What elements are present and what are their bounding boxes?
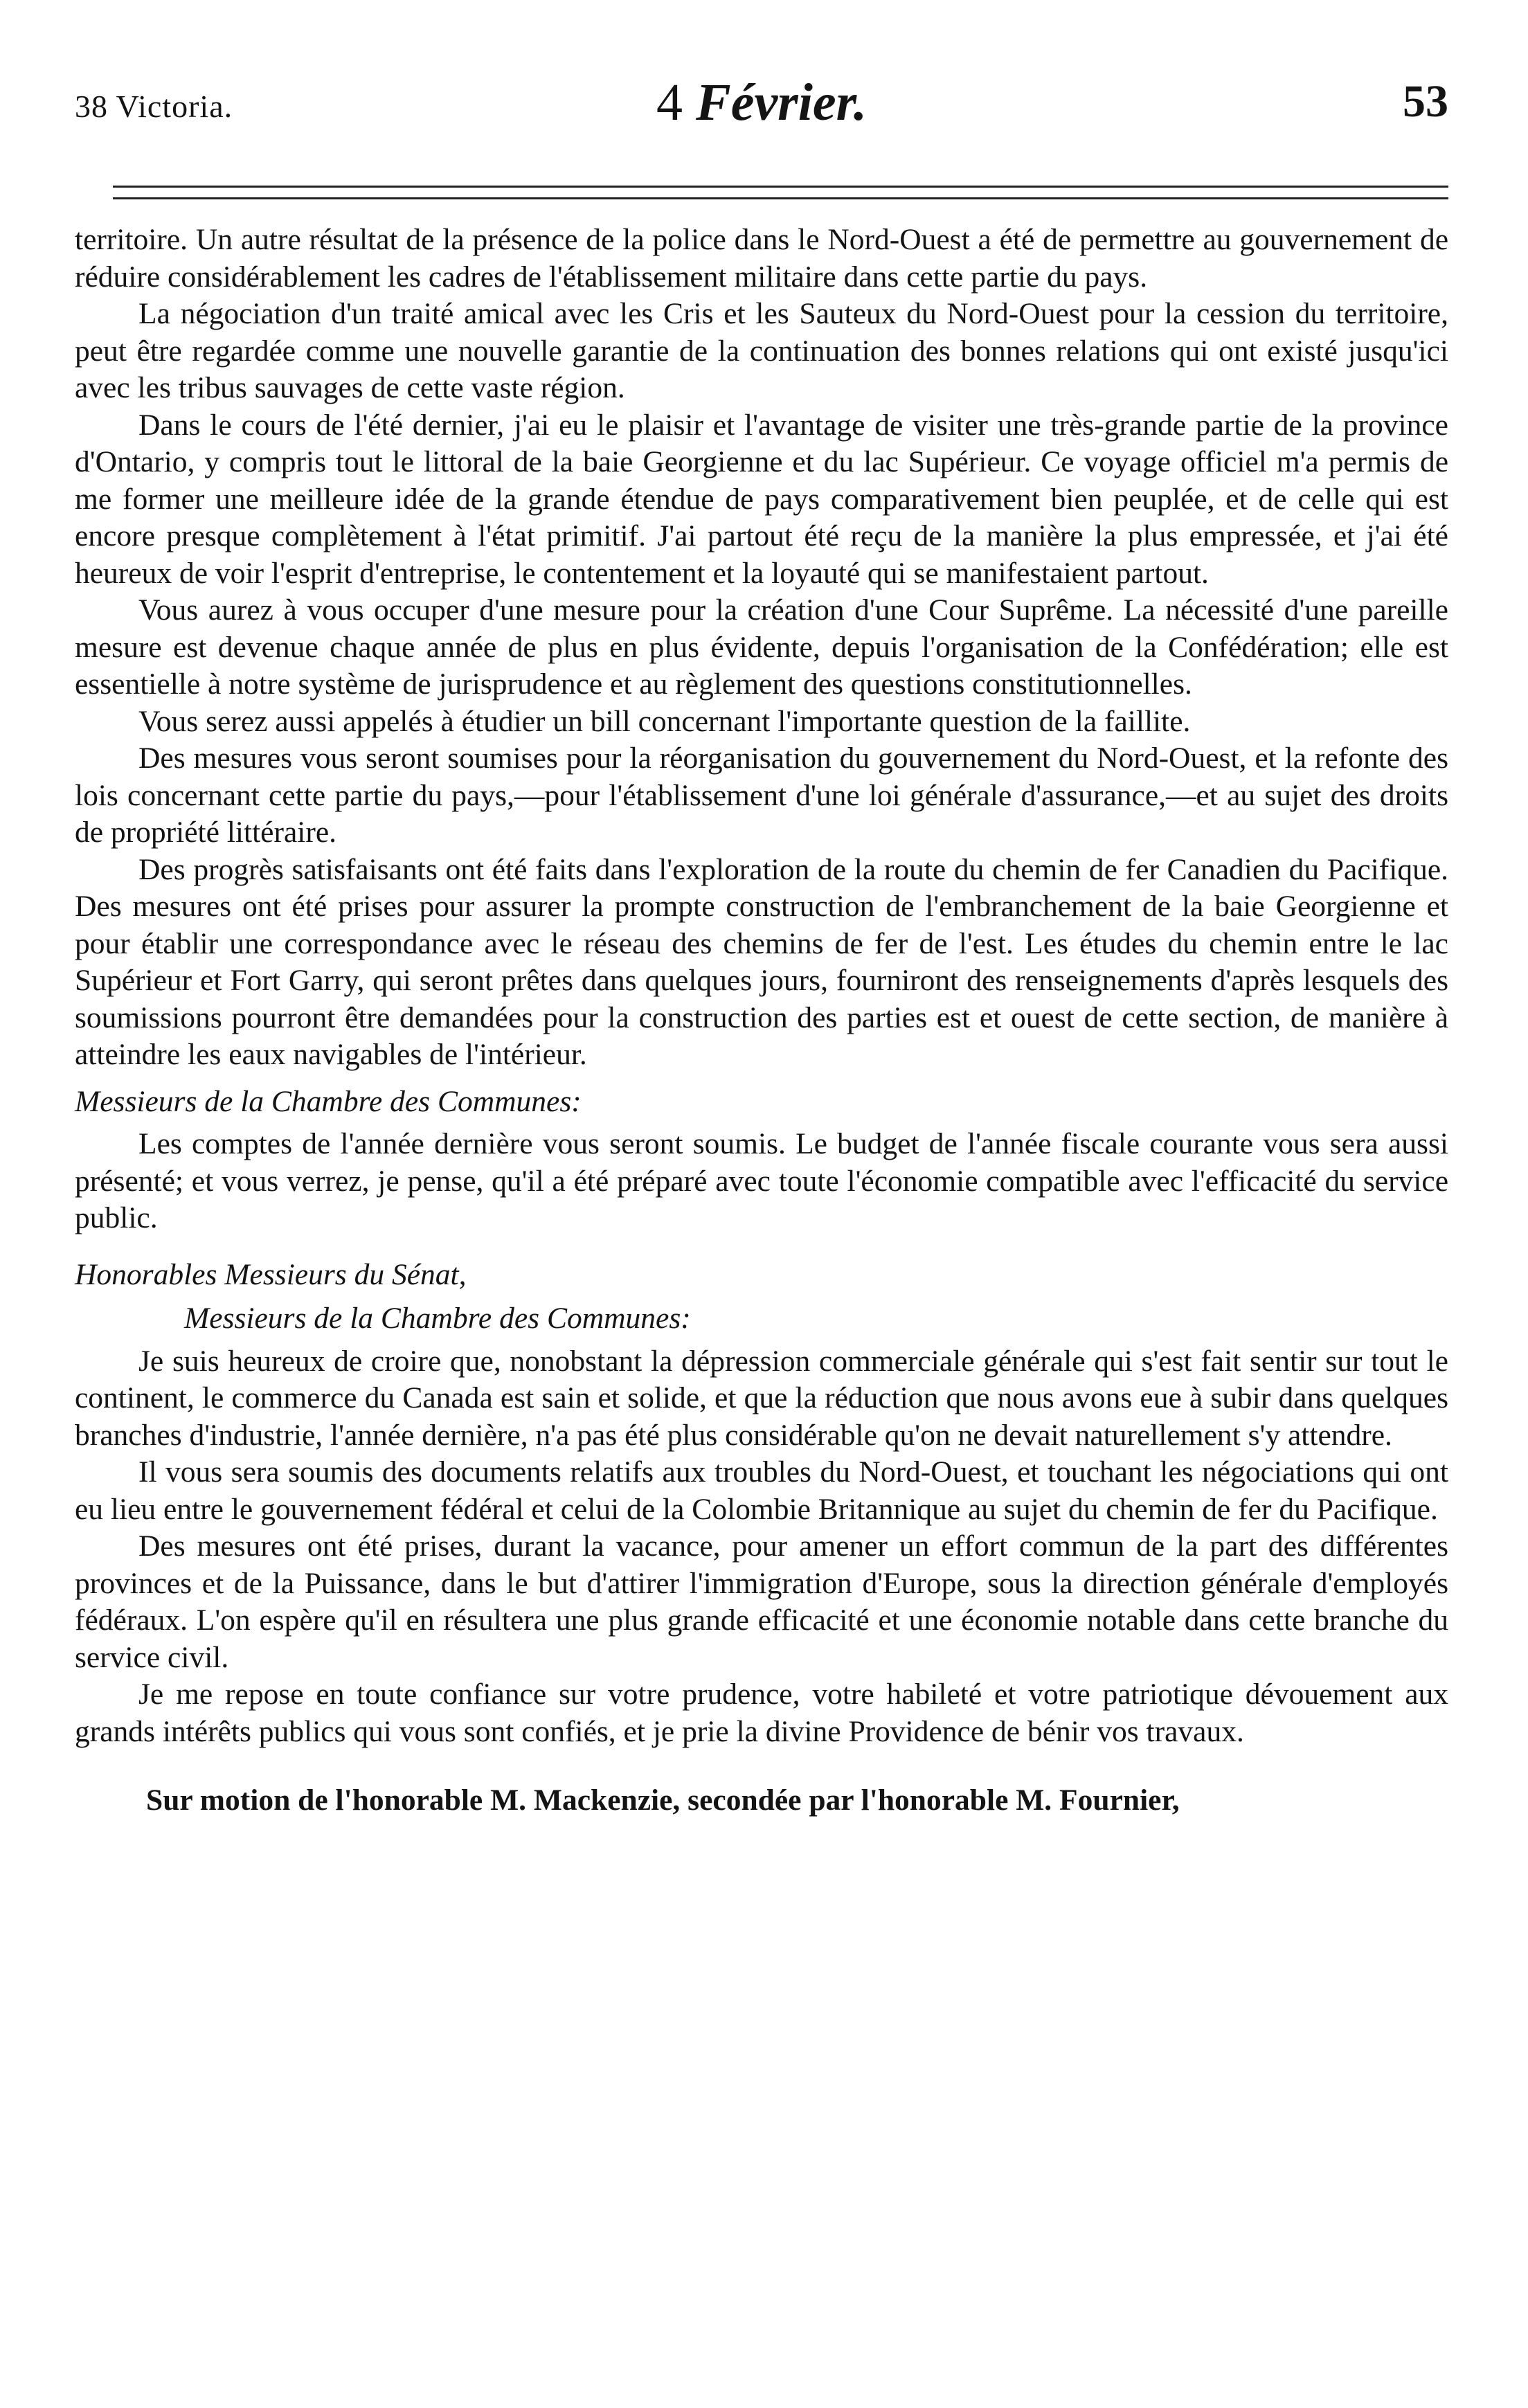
page-number: 53: [1403, 76, 1448, 127]
document-page: [75, 0, 1448, 2408]
address-heading: Messieurs de la Chambre des Communes:: [75, 1084, 582, 1118]
header-date: [75, 73, 1448, 133]
paragraph: Je suis heureux de croire que, nonobstant la dépression commerciale générale qui s'est fait sentir sur tout le continent, le commerce du Canada est sain et solide, et que la réduction que nous avons eue à subir dans quelques branches d'industrie, l'année dernière, n'a pas été plus considérable qu'on ne devait naturellement s'y attendre.: [75, 1344, 1448, 1452]
paragraph: Des mesures vous seront soumises pour la réorganisation du gouvernement du Nord-Ouest, et la refonte des lois concernant cette partie du pays,—pour l'établissement d'une loi générale d'assurance,—et au sujet des droits de propriété littéraire.: [75, 742, 1448, 849]
paragraph: territoire. Un autre résultat de la présence de la police dans le Nord-Ouest a été de permettre au gouvernement de réduire considérablement les cadres de l'établissement militaire dans cette partie du pays.: [75, 223, 1448, 294]
paragraph: Vous serez aussi appelés à étudier un bill concernant l'importante question de la faillite.: [138, 704, 1191, 738]
motion-line: Sur motion de l'honorable M. Mackenzie, secondée par l'honorable M. Fournier,: [146, 1783, 1180, 1817]
address-heading: Messieurs de la Chambre des Communes:: [184, 1302, 691, 1335]
page-body: [75, 222, 1448, 1820]
running-header: [75, 73, 1448, 135]
paragraph: Des mesures ont été prises, durant la vacance, pour amener un effort commun de la part des différentes provinces et de la Puissance, dans le but d'attirer l'immigration d'Europe, sous la direction générale d'employés fédéraux. L'on espère qu'il en résultera une plus grande efficacité et une économie notable dans cette branche du service civil.: [75, 1529, 1448, 1674]
paragraph: La négociation d'un traité amical avec les Cris et les Sauteux du Nord-Ouest pour la cession du territoire, peut être regardée comme une nouvelle garantie de la continuation des bonnes relations qui ont existé jusqu'ici avec les tribus sauvages de cette vaste région.: [75, 297, 1448, 404]
paragraph: Dans le cours de l'été dernier, j'ai eu le plaisir et l'avantage de visiter une très-grande partie de la province d'Ontario, y compris tout le littoral de la baie Georgienne et du lac Supérieur. Ce voyage officiel m'a permis de me former une meilleure idée de la grande étendue de pays comparativement bien peuplée, et de celle qui est encore presque complètement à l'état primitif. J'ai partout été reçu de la manière la plus empressée, et j'ai été heureux de voir l'esprit d'entreprise, le contentement et la loyauté qui se manifestaient partout.: [75, 408, 1448, 590]
header-double-rule: [113, 186, 1448, 199]
header-month: Février.: [696, 73, 867, 132]
paragraph: Des progrès satisfaisants ont été faits dans l'exploration de la route du chemin de fer Canadien du Pacifique. Des mesures ont été prises pour assurer la prompte construction de l'embranchement de la baie Georgienne et pour établir une correspondance avec le réseau des chemins de fer de l'est. Les études du chemin entre le lac Supérieur et Fort Garry, qui seront prêtes dans quelques jours, fourniront des renseignements d'après lesquels des soumissions pourront être demandées pour la construction des parties est et ouest de cette section, de manière à atteindre les eaux navigables de l'intérieur.: [75, 852, 1448, 1071]
address-heading: Honorables Messieurs du Sénat,: [75, 1257, 467, 1291]
paragraph: Vous aurez à vous occuper d'une mesure pour la création d'une Cour Suprême. La nécessité d'une pareille mesure est devenue chaque année de plus en plus évidente, depuis l'organisation de la Confédération; elle est essentielle à notre système de jurisprudence et au règlement des questions constitutionnelles.: [75, 593, 1448, 701]
paragraph: Il vous sera soumis des documents relatifs aux troubles du Nord-Ouest, et touchant les négociations qui ont eu lieu entre le gouvernement fédéral et celui de la Colombie Britannique au sujet du chemin de fer du Pacifique.: [75, 1455, 1448, 1526]
header-day: 4: [656, 73, 683, 132]
header-session: 38 Victoria.: [75, 89, 233, 124]
paragraph: Les comptes de l'année dernière vous seront soumis. Le budget de l'année fiscale courante vous sera aussi présenté; et vous verrez, je pense, qu'il a été préparé avec toute l'économie compatible avec l'efficacité du service public.: [75, 1127, 1448, 1234]
paragraph: Je me repose en toute confiance sur votre prudence, votre habileté et votre patriotique dévouement aux grands intérêts publics qui vous sont confiés, et je prie la divine Providence de bénir vos travaux.: [75, 1678, 1448, 1748]
